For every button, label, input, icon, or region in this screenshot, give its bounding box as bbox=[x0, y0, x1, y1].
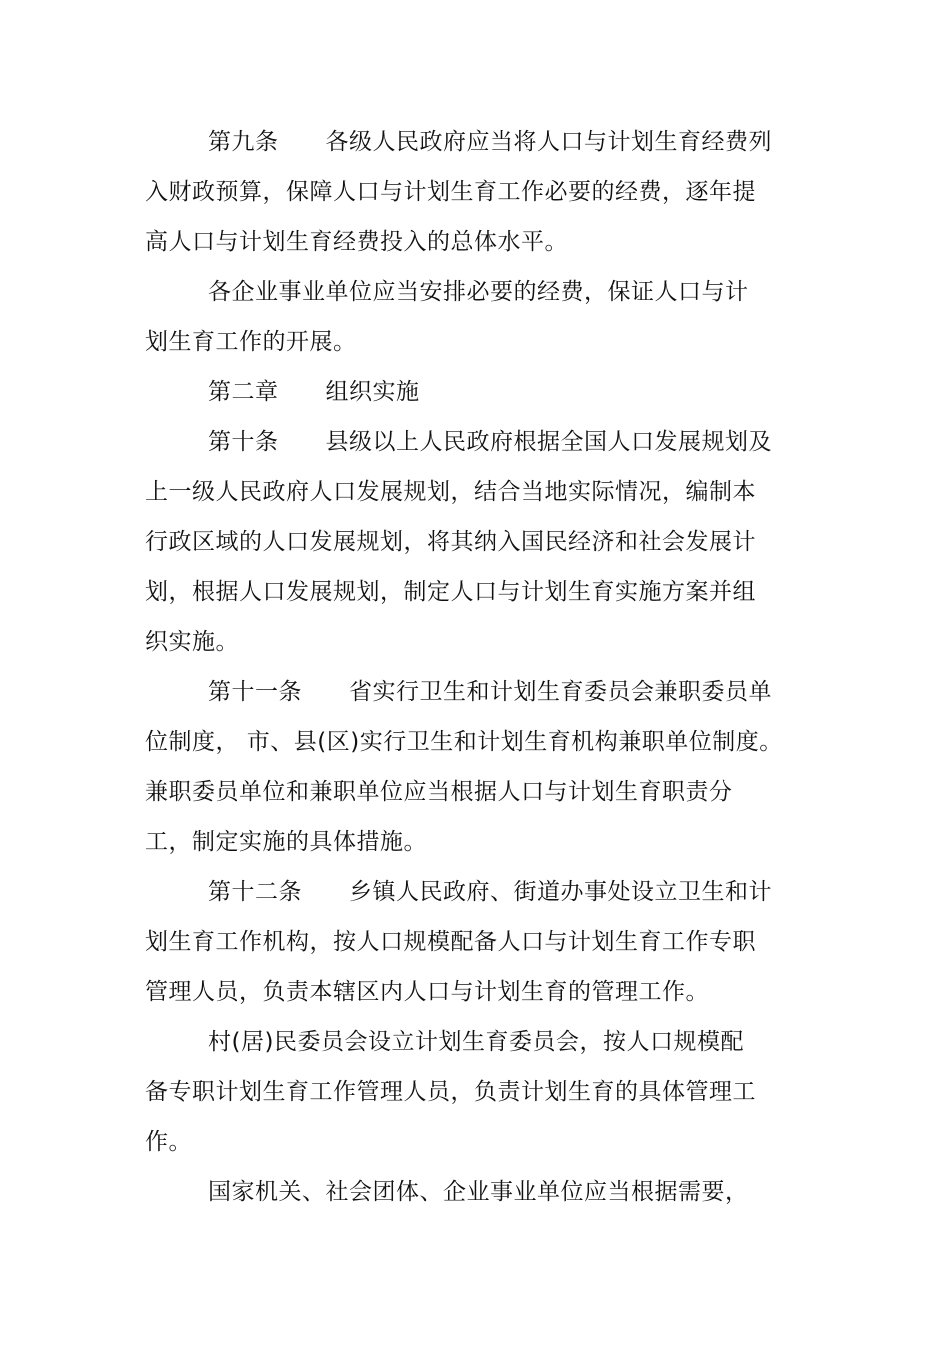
article-11-line-2: 位制度， 市、县(区)实行卫生和计划生育机构兼职单位制度。 bbox=[145, 729, 783, 755]
article-10-line-2: 上一级人民政府人口发展规划，结合当地实际情况，编制本 bbox=[145, 479, 756, 505]
article-10-line-1: 第十条 县级以上人民政府根据全国人口发展规划及 bbox=[208, 429, 772, 455]
paragraph-village-committee-line-1: 村(居)民委员会设立计划生育委员会，按人口规模配 bbox=[208, 1029, 744, 1055]
article-10-line-3: 行政区域的人口发展规划，将其纳入国民经济和社会发展计 bbox=[145, 529, 756, 555]
article-9-line-3: 高人口与计划生育经费投入的总体水平。 bbox=[145, 229, 568, 255]
paragraph-enterprise-funding-line-2: 划生育工作的开展。 bbox=[145, 329, 357, 355]
article-11-line-3: 兼职委员单位和兼职单位应当根据人口与计划生育职责分 bbox=[145, 779, 733, 805]
article-11-line-1: 第十一条 省实行卫生和计划生育委员会兼职委员单 bbox=[208, 679, 772, 705]
article-10-line-5: 织实施。 bbox=[145, 629, 239, 655]
article-12-line-1: 第十二条 乡镇人民政府、街道办事处设立卫生和计 bbox=[208, 879, 772, 905]
chapter-2-heading: 第二章 组织实施 bbox=[208, 379, 420, 405]
article-9-line-1: 第九条 各级人民政府应当将人口与计划生育经费列 bbox=[208, 129, 772, 155]
article-12-line-2: 划生育工作机构，按人口规模配备人口与计划生育工作专职 bbox=[145, 929, 756, 955]
paragraph-state-organs-line-1: 国家机关、社会团体、企业事业单位应当根据需要， bbox=[208, 1179, 749, 1205]
article-11-line-4: 工，制定实施的具体措施。 bbox=[145, 829, 427, 855]
article-12-line-3: 管理人员，负责本辖区内人口与计划生育的管理工作。 bbox=[145, 979, 709, 1005]
article-9-line-2: 入财政预算，保障人口与计划生育工作必要的经费，逐年提 bbox=[145, 179, 756, 205]
paragraph-village-committee-line-3: 作。 bbox=[145, 1129, 192, 1155]
paragraph-village-committee-line-2: 备专职计划生育工作管理人员，负责计划生育的具体管理工 bbox=[145, 1079, 756, 1105]
paragraph-enterprise-funding-line-1: 各企业事业单位应当安排必要的经费，保证人口与计 bbox=[208, 279, 749, 305]
article-10-line-4: 划，根据人口发展规划，制定人口与计划生育实施方案并组 bbox=[145, 579, 756, 605]
